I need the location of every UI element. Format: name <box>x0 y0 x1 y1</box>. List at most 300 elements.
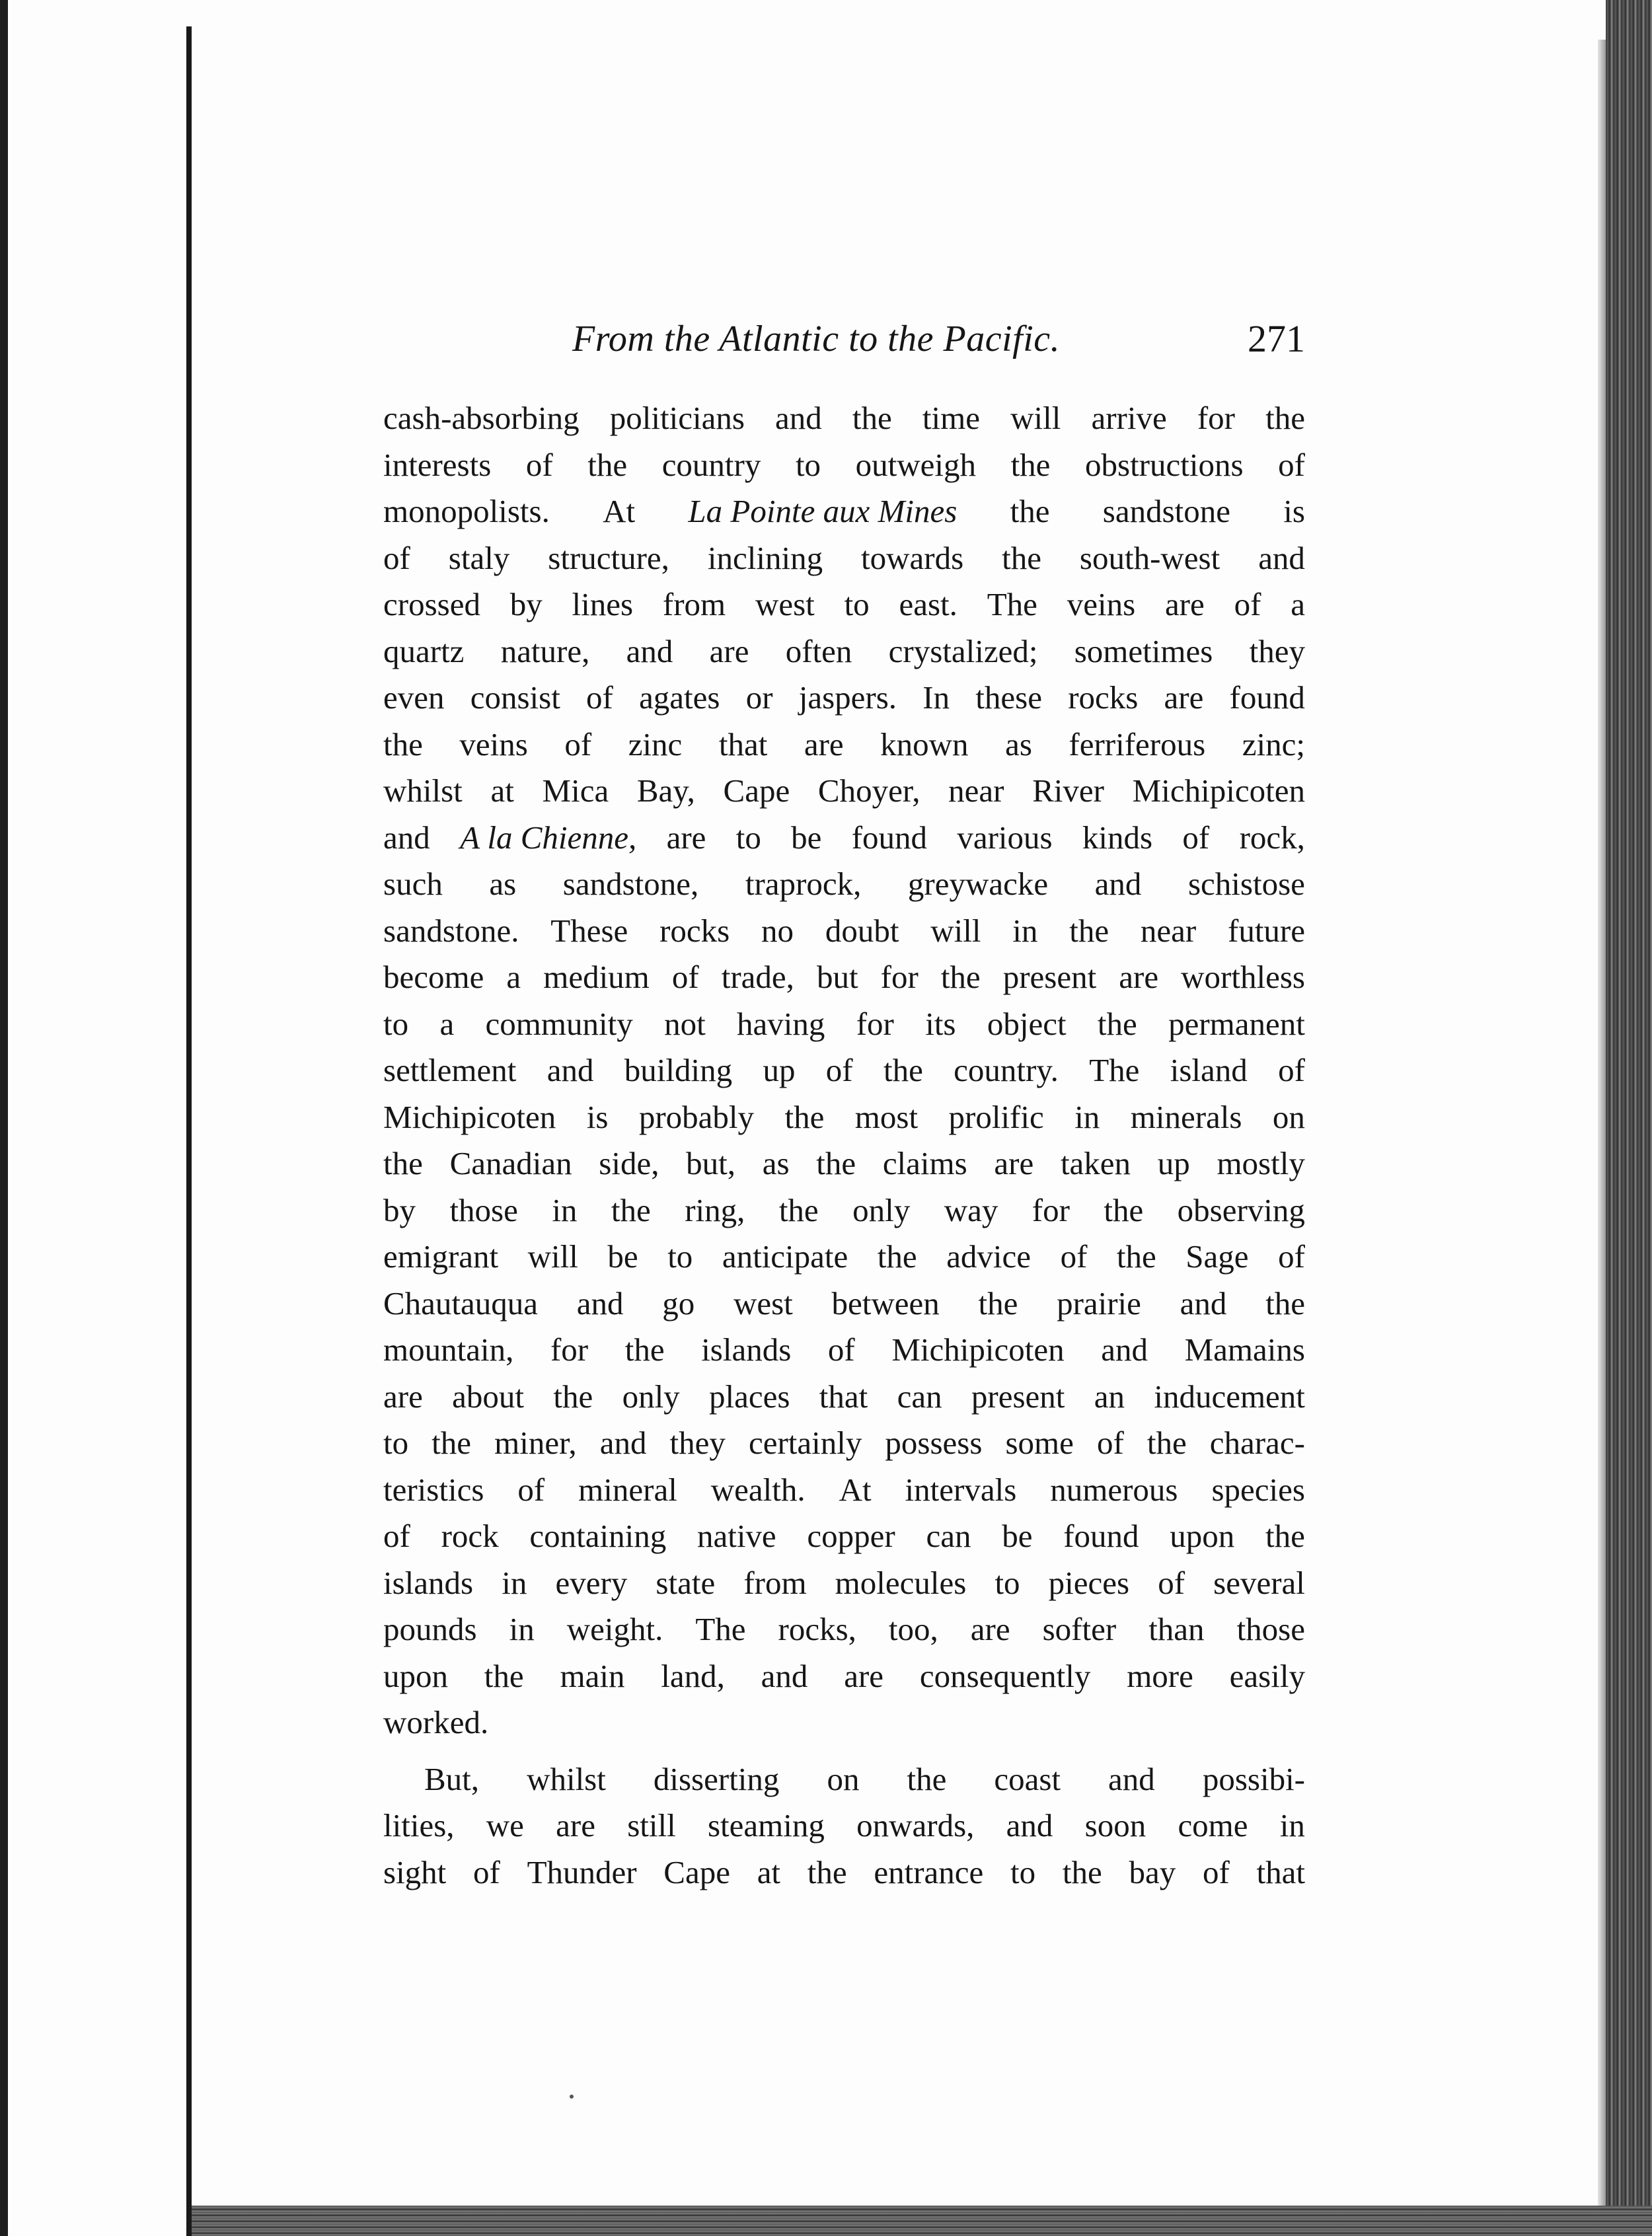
word: of <box>473 1853 500 1890</box>
word: rocks, <box>778 1611 856 1647</box>
word: from <box>743 1564 807 1601</box>
word: no <box>761 912 794 949</box>
word: the <box>1265 400 1305 436</box>
word: the <box>1146 1425 1187 1461</box>
word: found <box>1063 1518 1139 1554</box>
word: the <box>978 1285 1018 1322</box>
word: from <box>662 586 726 622</box>
word: is <box>1283 493 1305 529</box>
text-line <box>383 861 1305 908</box>
word: the <box>383 1145 423 1181</box>
word: the <box>1265 1518 1305 1554</box>
word: traprock, <box>745 866 862 902</box>
word: in <box>1074 1098 1100 1135</box>
word: of <box>1278 1052 1305 1088</box>
word: that <box>718 726 768 763</box>
word: charac- <box>1209 1425 1305 1461</box>
word: in <box>1012 912 1038 949</box>
word: in <box>509 1611 535 1647</box>
word: places <box>709 1378 790 1415</box>
left-border <box>0 0 8 2236</box>
text-line <box>383 535 1305 582</box>
word: soon <box>1084 1807 1146 1844</box>
word: way <box>944 1191 998 1228</box>
word: are <box>1164 586 1205 622</box>
word: in <box>1279 1807 1305 1844</box>
word: the <box>432 1425 472 1461</box>
text-line <box>383 1849 1305 1896</box>
word: only <box>852 1191 911 1228</box>
word: ring, <box>685 1191 745 1228</box>
word: islands <box>701 1331 792 1368</box>
word: and <box>775 400 822 436</box>
page-edge-shadow <box>1598 40 1606 2236</box>
word: of <box>586 679 613 716</box>
word: and <box>1094 866 1142 902</box>
word: for <box>1032 1191 1070 1228</box>
page-edges-bottom <box>192 2206 1652 2236</box>
word: those <box>449 1191 518 1228</box>
word: on <box>1272 1098 1305 1135</box>
word: native <box>696 1518 776 1554</box>
word: numerous <box>1050 1471 1178 1508</box>
word: lines <box>572 586 634 622</box>
word: and <box>1108 1760 1155 1797</box>
word: mostly <box>1217 1145 1305 1181</box>
word: probably <box>638 1098 755 1135</box>
word: jaspers. <box>798 679 897 716</box>
word: the <box>1104 1191 1144 1228</box>
word: prolific <box>948 1098 1044 1135</box>
word: present <box>971 1378 1065 1415</box>
word: and <box>1006 1807 1053 1844</box>
word: that <box>1256 1853 1305 1890</box>
text-line <box>383 442 1305 489</box>
word: for <box>550 1331 589 1368</box>
word: rock, <box>1239 819 1305 856</box>
word: A la Chienne, <box>460 819 637 856</box>
word: rocks <box>1068 679 1139 716</box>
word: doubt <box>825 912 899 949</box>
word: community <box>485 1005 633 1042</box>
text-line <box>383 1560 1305 1607</box>
text-line <box>383 1234 1305 1281</box>
text-line <box>383 1513 1305 1560</box>
word: will <box>527 1238 578 1275</box>
word: inducement <box>1154 1378 1305 1415</box>
word: and <box>383 819 430 856</box>
text-line <box>383 1140 1305 1187</box>
word: present <box>1002 959 1097 995</box>
word: zinc <box>628 726 683 763</box>
word: zinc; <box>1242 726 1305 763</box>
word: Michipicoten <box>891 1331 1065 1368</box>
word: having <box>737 1005 825 1042</box>
word: these <box>975 679 1042 716</box>
word: quartz <box>383 632 465 669</box>
text-line <box>383 1803 1305 1849</box>
text-line <box>383 1281 1305 1327</box>
word: most <box>854 1098 919 1135</box>
word: of <box>525 446 553 483</box>
word: sight <box>383 1853 447 1890</box>
word: some <box>1005 1425 1074 1461</box>
word: The <box>987 586 1037 622</box>
word: by <box>509 586 543 622</box>
word: River <box>1032 772 1104 809</box>
word: island <box>1170 1052 1248 1088</box>
word: coast <box>994 1760 1061 1797</box>
word: advice <box>946 1238 1032 1275</box>
word: several <box>1213 1564 1305 1601</box>
word: still <box>627 1807 676 1844</box>
word: will <box>1010 400 1061 436</box>
text-line <box>383 1001 1305 1048</box>
word: taken <box>1060 1145 1131 1181</box>
text-line <box>383 1047 1305 1094</box>
word: structure, <box>548 539 669 576</box>
word: only <box>622 1378 680 1415</box>
word: veins <box>459 726 528 763</box>
word: are <box>1119 959 1159 995</box>
word: Thunder <box>527 1853 637 1890</box>
word: species <box>1211 1471 1305 1508</box>
word: worked. <box>383 1704 489 1740</box>
word: west <box>755 586 815 622</box>
word: found <box>1229 679 1305 716</box>
word: a <box>1291 586 1305 622</box>
page-number: 271 <box>1248 317 1305 360</box>
word: inclining <box>707 539 823 576</box>
word: too, <box>888 1611 938 1647</box>
word: containing <box>529 1518 667 1554</box>
word: monopolists. <box>383 493 550 529</box>
word: Chautauqua <box>383 1285 539 1322</box>
word: to <box>1010 1853 1036 1890</box>
word: the <box>1010 446 1051 483</box>
word: of <box>564 726 592 763</box>
word: for <box>856 1005 894 1042</box>
word: even <box>383 679 445 716</box>
word: upon <box>383 1657 448 1694</box>
text-line <box>383 1327 1305 1374</box>
word: and <box>761 1657 808 1694</box>
word: entrance <box>874 1853 984 1890</box>
word: These <box>550 912 628 949</box>
word: the <box>784 1098 825 1135</box>
word: can <box>897 1378 942 1415</box>
word: and <box>1258 539 1305 576</box>
word: the <box>1010 493 1050 529</box>
word: consist <box>470 679 560 716</box>
word: to <box>795 446 821 483</box>
word: claims <box>882 1145 967 1181</box>
word: the <box>877 1238 917 1275</box>
word: crystalized; <box>888 632 1038 669</box>
word: certainly <box>748 1425 862 1461</box>
word: go <box>662 1285 695 1322</box>
word: to <box>844 586 870 622</box>
word: possibi- <box>1202 1760 1305 1797</box>
word: state <box>656 1564 716 1601</box>
word: the <box>587 446 628 483</box>
word: rocks <box>659 912 730 949</box>
word: Cape <box>723 772 790 809</box>
word: of <box>671 959 699 995</box>
word: an <box>1094 1378 1125 1415</box>
word: observing <box>1177 1191 1305 1228</box>
text-line <box>383 768 1305 815</box>
word: The <box>695 1611 746 1647</box>
word: outweigh <box>855 446 976 483</box>
word: and <box>576 1285 624 1322</box>
word: be <box>1002 1518 1033 1554</box>
word: the <box>383 726 423 763</box>
word: of <box>383 539 410 576</box>
text-line <box>383 1094 1305 1141</box>
word: settlement <box>383 1052 517 1088</box>
word: near <box>1140 912 1197 949</box>
word: disserting <box>653 1760 780 1797</box>
word: land, <box>661 1657 725 1694</box>
word: sandstone, <box>562 866 699 902</box>
word: as <box>762 1145 790 1181</box>
word: the <box>807 1853 847 1890</box>
word: west <box>733 1285 793 1322</box>
word: politicians <box>609 400 745 436</box>
word: Mamains <box>1184 1331 1305 1368</box>
spine-line <box>186 26 192 2236</box>
word: they <box>669 1425 726 1461</box>
word: future <box>1228 912 1305 949</box>
word: to <box>667 1238 693 1275</box>
word: whilst <box>527 1760 606 1797</box>
word: as <box>1005 726 1032 763</box>
word: trade, <box>721 959 794 995</box>
word: are <box>383 1378 423 1415</box>
word: At <box>839 1471 872 1508</box>
word: But, <box>424 1760 480 1797</box>
word: crossed <box>383 586 480 622</box>
word: sandstone. <box>383 912 519 949</box>
word: can <box>926 1518 971 1554</box>
word: possess <box>885 1425 983 1461</box>
word: softer <box>1042 1611 1117 1647</box>
word: permanent <box>1168 1005 1305 1042</box>
word: we <box>486 1807 524 1844</box>
word: mineral <box>578 1471 677 1508</box>
word: those <box>1236 1611 1305 1647</box>
word: the <box>1002 539 1041 576</box>
word: a <box>439 1005 455 1042</box>
word: but, <box>686 1145 736 1181</box>
word: by <box>383 1191 416 1228</box>
word: The <box>1089 1052 1140 1088</box>
word: the <box>816 1145 856 1181</box>
word: of <box>383 1518 410 1554</box>
word: as <box>489 866 517 902</box>
word: Sage <box>1185 1238 1249 1275</box>
text-line <box>383 1187 1305 1234</box>
word: In <box>922 679 950 716</box>
text-line <box>383 1653 1305 1700</box>
word: the <box>624 1331 665 1368</box>
word: are <box>1164 679 1204 716</box>
word: that <box>819 1378 868 1415</box>
word: are <box>556 1807 595 1844</box>
word: or <box>745 679 773 716</box>
word: intervals <box>905 1471 1017 1508</box>
word: anticipate <box>722 1238 848 1275</box>
word: and <box>546 1052 594 1088</box>
word: prairie <box>1057 1285 1141 1322</box>
word: south-west <box>1079 539 1220 576</box>
word: teristics <box>383 1471 484 1508</box>
word: for <box>880 959 919 995</box>
word: country. <box>954 1052 1059 1088</box>
word: La Pointe aux Mines <box>688 493 957 529</box>
word: the <box>883 1052 923 1088</box>
text-line <box>383 628 1305 675</box>
page-edges-right <box>1606 0 1652 2236</box>
word: its <box>925 1005 956 1042</box>
text-line <box>383 488 1305 535</box>
text-line <box>383 1467 1305 1514</box>
word: veins <box>1067 586 1136 622</box>
word: in <box>552 1191 578 1228</box>
running-head <box>383 316 1305 362</box>
word: are <box>804 726 844 763</box>
word: than <box>1148 1611 1205 1647</box>
text-line <box>383 581 1305 628</box>
word: consequently <box>919 1657 1091 1694</box>
word: upon <box>1170 1518 1235 1554</box>
word: at <box>490 772 514 809</box>
word: ferriferous <box>1069 726 1206 763</box>
word: east. <box>899 586 957 622</box>
word: Michipicoten <box>1132 772 1305 809</box>
word: mountain, <box>383 1331 514 1368</box>
word: up <box>1157 1145 1190 1181</box>
word: the <box>852 400 892 436</box>
word: nature, <box>500 632 590 669</box>
word: be <box>791 819 822 856</box>
word: Choyer, <box>817 772 920 809</box>
word: wealth. <box>710 1471 806 1508</box>
word: bay <box>1129 1853 1176 1890</box>
word: Mica <box>542 772 609 809</box>
word: miner, <box>494 1425 577 1461</box>
word: the <box>611 1191 651 1228</box>
word: of <box>827 1331 855 1368</box>
word: Michipicoten <box>383 1098 556 1135</box>
word: are <box>844 1657 884 1694</box>
word: up <box>763 1052 796 1088</box>
word: are <box>666 819 706 856</box>
word: of <box>1202 1853 1230 1890</box>
word: towards <box>861 539 964 576</box>
word: sandstone <box>1102 493 1230 529</box>
word: to <box>735 819 761 856</box>
word: the <box>1116 1238 1156 1275</box>
word: on <box>827 1760 860 1797</box>
word: copper <box>807 1518 895 1554</box>
word: whilst <box>383 772 463 809</box>
running-title: From the Atlantic to the Pacific. <box>572 318 1061 359</box>
word: of <box>1158 1564 1185 1601</box>
word: such <box>383 866 443 902</box>
word: is <box>586 1098 609 1135</box>
word: often <box>785 632 852 669</box>
text-line <box>383 675 1305 722</box>
word: easily <box>1229 1657 1305 1694</box>
word: known <box>880 726 969 763</box>
word: steaming <box>707 1807 825 1844</box>
word: schistose <box>1187 866 1305 902</box>
word: but <box>816 959 858 995</box>
word: found <box>851 819 928 856</box>
word: At <box>603 493 636 529</box>
word: Canadian <box>449 1145 572 1181</box>
word: to <box>383 1425 409 1461</box>
word: to <box>995 1564 1020 1601</box>
word: Cape <box>663 1853 730 1890</box>
text-line <box>383 954 1305 1001</box>
word: molecules <box>835 1564 967 1601</box>
word: minerals <box>1130 1098 1242 1135</box>
word: and <box>1180 1285 1227 1322</box>
word: worthless <box>1181 959 1305 995</box>
text-line <box>383 722 1305 768</box>
word: for <box>1197 400 1235 436</box>
word: of <box>1278 446 1305 483</box>
word: interests <box>383 446 492 483</box>
word: various <box>957 819 1053 856</box>
word: arrive <box>1091 400 1167 436</box>
word: more <box>1127 1657 1193 1694</box>
word: the <box>1097 1005 1137 1042</box>
word: agates <box>639 679 720 716</box>
word: to <box>383 1005 409 1042</box>
word: of <box>517 1471 545 1508</box>
word: between <box>831 1285 940 1322</box>
word: will <box>930 912 981 949</box>
word: and <box>1101 1331 1148 1368</box>
word: side, <box>599 1145 659 1181</box>
word: onwards, <box>856 1807 975 1844</box>
word: they <box>1249 632 1305 669</box>
word: about <box>452 1378 525 1415</box>
word: pieces <box>1048 1564 1130 1601</box>
word: and <box>599 1425 647 1461</box>
word: weight. <box>566 1611 663 1647</box>
word: in <box>502 1564 527 1601</box>
word: greywacke <box>907 866 1049 902</box>
ink-speck <box>570 2095 574 2099</box>
word: the <box>907 1760 947 1797</box>
text-line <box>383 1420 1305 1467</box>
word: the <box>1265 1285 1305 1322</box>
word: become <box>383 959 484 995</box>
text-line <box>383 1374 1305 1421</box>
word: obstructions <box>1085 446 1244 483</box>
word: building <box>624 1052 733 1088</box>
word: rock <box>441 1518 499 1554</box>
word: Bay, <box>636 772 695 809</box>
word: be <box>607 1238 638 1275</box>
word: kinds <box>1082 819 1153 856</box>
word: medium <box>543 959 650 995</box>
